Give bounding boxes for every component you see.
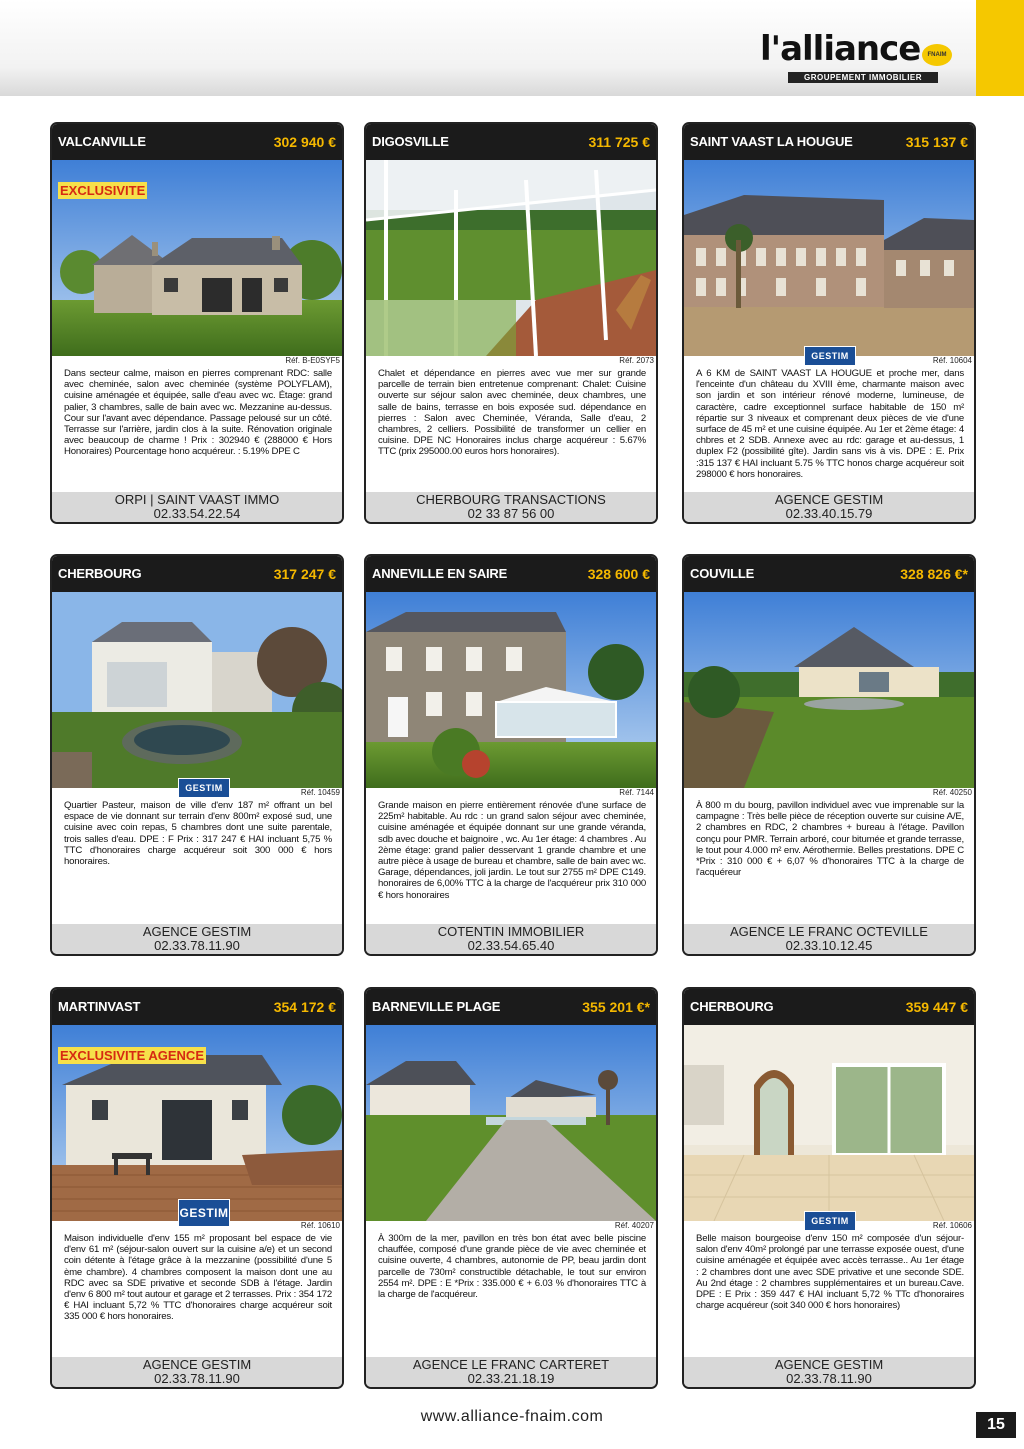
- listing-description: A 6 KM de SAINT VAAST LA HOUGUE et proche mer, dans l'enceinte d'un château du XVIII ème, charmante maison avec son jardin et son intérieur rénové moderne, lumineuse, de caractère, cadre exceptionnel surface habitable de 150 m² répartie sur 3 niveaux et comprenant deux pièces de vie d'une surface de 45 m² et une cuisine équipée. Au 1er et 2ème étage: 4 chbres et 2 SDB. Annexe avec au rdc: garage et au-dessus, 1 duplex F2 (possibilité gîte). Jardin sans vis à vis. DPE : E. Prix :315 137 € HAI incluant 5.75 % TTC honos charge acquéreur soit 298000 € hors honoraires.: [696, 368, 964, 480]
- listing-price: 317 247 €: [273, 566, 336, 582]
- listing-ref: Réf. 7144: [366, 788, 656, 798]
- agency-phone[interactable]: 02.33.21.18.19: [467, 1371, 555, 1386]
- card-header: [52, 124, 342, 160]
- listing-price: 328 600 €: [587, 566, 650, 582]
- listing-photo[interactable]: [52, 592, 342, 788]
- listing-photo[interactable]: [366, 160, 656, 356]
- listing-ref: Réf. 40250: [684, 788, 974, 798]
- agency-footer[interactable]: [52, 492, 342, 522]
- agency-name: ORPI | SAINT VAAST IMMO: [114, 492, 280, 507]
- listing-ref: Réf. B-E0SYF5: [52, 356, 342, 366]
- listing-description: Quartier Pasteur, maison de ville d'env 187 m² offrant un bel espace de vie donnant sur terrain d'env 800m² exposé sud, une cuisine avec coin repas, 5 chambres dont une suite parentale, trois salles d'eau. DPE : F Prix : 317 247 € HAI incluant 5,75 % TTC d'honoraires charge acquéreur soit 300 000 € hors honoraires.: [64, 800, 332, 868]
- listing-price: 328 826 €*: [900, 566, 968, 582]
- gestim-logo: GESTIM: [804, 346, 856, 366]
- agency-phone[interactable]: 02 33 87 56 00: [467, 506, 555, 521]
- listing-ref: Réf. 10459: [52, 788, 342, 798]
- listing-card-cherbourg-2[interactable]: [682, 987, 976, 1389]
- listing-description: Grande maison en pierre entièrement rénovée d'une surface de 225m² habitable. Au rdc : un grand salon séjour avec cheminée, cuisine aménagée et équipée donnant sur une grande véranda, sdb avec douche et baignoire , wc. Au 1er étage: 4 chambres . Au 2ème étage: grand palier desservant 1 grande chambre et une autre pièce à usage de bureau et chambre, salle de bain avec wc. Garage, dépendances, joli jardin. Le tout sur 2755 m² DPE C149. honoraires de 6,00% TTC à la charge de l'acquéreur prix 310 000 € hors honoraires: [378, 800, 646, 901]
- card-header: [52, 556, 342, 592]
- card-header: [684, 989, 974, 1025]
- agency-footer[interactable]: [684, 1357, 974, 1387]
- website-link[interactable]: www.alliance-fnaim.com: [420, 1408, 604, 1425]
- agency-phone[interactable]: 02.33.78.11.90: [786, 1371, 872, 1386]
- exclusivity-badge: EXCLUSIVITE: [60, 183, 146, 198]
- listing-photo[interactable]: [684, 160, 974, 356]
- listing-card-digosville[interactable]: [364, 122, 658, 524]
- listing-card-saint-vaast[interactable]: [682, 122, 976, 524]
- listing-card-anneville[interactable]: [364, 554, 658, 956]
- listing-photo[interactable]: [684, 592, 974, 788]
- agency-phone[interactable]: 02.33.78.11.90: [154, 1371, 240, 1386]
- agency-phone[interactable]: 02.33.40.15.79: [785, 506, 873, 521]
- listing-card-cherbourg-1[interactable]: [50, 554, 344, 956]
- listing-town: ANNEVILLE EN SAIRE: [372, 566, 508, 581]
- gestim-logo: GESTIM: [178, 778, 230, 798]
- listing-card-couville[interactable]: [682, 554, 976, 956]
- listing-town: CHERBOURG: [690, 999, 774, 1014]
- agency-footer[interactable]: [366, 492, 656, 522]
- card-header: [52, 989, 342, 1025]
- listing-description: À 300m de la mer, pavillon en très bon état avec belle piscine chauffée, composé d'une grande pièce de vie avec cheminée et cuisine ouverte, 4 chambres, autonomie de PP, beau jardin dont parcelle de 730m² constructible détachable, le tout sur environ 2554 m². DPE : E *Prix : 335.000 € + 6.03 % d'honoraires TTC à la charge de l'acquéreur.: [378, 1233, 646, 1301]
- listing-photo[interactable]: [366, 1025, 656, 1221]
- listing-card-barneville[interactable]: [364, 987, 658, 1389]
- exclusivity-badge: EXCLUSIVITE AGENCE: [60, 1048, 204, 1063]
- logo-wordmark: l'alliance: [760, 29, 921, 69]
- listing-price: 354 172 €: [273, 999, 336, 1015]
- listing-description: Maison individuelle d'env 155 m² proposant bel espace de vie d'env 61 m² (séjour-salon ouvert sur la cuisine a/e) et un second coin détente à l'étage grâce à la mezzanine (possibilité d'une 5 ème chambre). 4 chambres composent la maison dont une au RDC avec sa SDE privative et seconde SDB à l'étage. Jardin d'env 6 800 m² tout autour et garage et 2 terrasses. Prix : 354 172 € HAI incluant 5,72 % TTC d'honoraires charge acquéreur soit 335 000 € hors honoraires.: [64, 1233, 332, 1323]
- listing-price: 311 725 €: [588, 134, 650, 150]
- listing-card-martinvast[interactable]: [50, 987, 344, 1389]
- fnaim-badge: FNAIM: [922, 44, 952, 66]
- page-number: 15: [976, 1412, 1016, 1438]
- listing-town: DIGOSVILLE: [372, 134, 449, 149]
- agency-name: AGENCE LE FRANC CARTERET: [412, 1357, 610, 1372]
- listing-description: À 800 m du bourg, pavillon individuel avec vue imprenable sur la campagne : Très belle pièce de réception ouverte sur cuisine A/E, 2 chambres en RDC, 2 chambres + bureau à l'étage. Pavillon conçu pour PMR. Terrain arboré, cour bitumée et grande terrasse, le tout pour 4.000 m² env. Aérothermie. Belles prestations. DPE C *Prix : 310 000 € + 6,07 % d'honoraires TTC à la charge de l'acquéreur: [696, 800, 964, 879]
- listing-ref: Réf. 10604: [684, 356, 974, 366]
- agency-footer[interactable]: [684, 492, 974, 522]
- header-yellow-tab: [976, 0, 1024, 96]
- agency-phone[interactable]: 02.33.78.11.90: [154, 938, 240, 953]
- listing-town: BARNEVILLE PLAGE: [372, 999, 501, 1014]
- agency-footer[interactable]: [52, 1357, 342, 1387]
- card-header: [684, 556, 974, 592]
- listing-card-valcanville[interactable]: [50, 122, 344, 524]
- logo-subtitle: GROUPEMENT IMMOBILIER: [788, 72, 938, 83]
- listing-description: Chalet et dépendance en pierres avec vue mer sur grande parcelle de terrain bien entretenue comprenant: Chalet: Cuisine ouverte sur séjour salon avec cheminée, deux chambres, une salle de bains, terrasse en bois exposée sud. dépendance en pierres : Salon avec Cheminée, Véranda, Salle d'eau, 2 chambres, 2 celliers. Possibilité de transformer un cellier en cuisine. DPE NC Honoraires inclus charge acquéreur : 5.67% TTC (prix 295000.00 euros hors honoraires).: [378, 368, 646, 458]
- listing-town: SAINT VAAST LA HOUGUE: [690, 134, 853, 149]
- agency-footer[interactable]: [366, 924, 656, 954]
- agency-name: AGENCE GESTIM: [774, 1357, 884, 1372]
- agency-footer[interactable]: [52, 924, 342, 954]
- card-header: [366, 989, 656, 1025]
- listing-photo[interactable]: [684, 1025, 974, 1221]
- listing-description: Belle maison bourgeoise d'env 150 m² composée d'un séjour-salon d'env 40m² prolongé par une terrasse exposée ouest, d'une cuisine aménagée et équipée avec accès terrasse.. Au 1er étage : 2 chambres dont une avec SDE privative et une seconde SDE. Au 2nd étage : 2 chambres supplémentaires et un bureau.Cave. DPE : E Prix : 359 447 € HAI incluant 5,72 % TTc d'honoraires charge acquéreur (soit 340 000 € hors honoraires): [696, 1233, 964, 1312]
- listing-town: MARTINVAST: [58, 999, 141, 1014]
- agency-footer[interactable]: [684, 924, 974, 954]
- listing-price: 315 137 €: [905, 134, 968, 150]
- listing-photo[interactable]: [366, 592, 656, 788]
- agency-name: CHERBOURG TRANSACTIONS: [416, 492, 606, 507]
- listing-description: Dans secteur calme, maison en pierres comprenant RDC: salle avec cheminée, salon avec cheminée (système POLYFLAM), cuisine aménagée et équipée, salle d'eau avec wc. Étage: grand palier, 3 chambres, salle de bain avec wc. Mezzanine au-dessus. Cour sur l'avant avec dépendance. Passage pelousé sur un côté. Terrasse sur l'arrière, jardin clos à la suite. Rénovation originale avec beaucoup de charme ! Prix : 302940 € (288000 € Hors Honoraires) Pourcentage hono acquéreur. : 5.19% DPE C: [64, 368, 332, 458]
- listing-ref: Réf. 10606: [684, 1221, 974, 1231]
- alliance-logo[interactable]: [760, 30, 960, 86]
- listing-ref: Réf. 40207: [366, 1221, 656, 1231]
- gestim-logo: GESTIM: [178, 1199, 230, 1227]
- agency-name: AGENCE GESTIM: [142, 1357, 252, 1372]
- card-header: [366, 556, 656, 592]
- listing-town: VALCANVILLE: [58, 134, 146, 149]
- card-header: [684, 124, 974, 160]
- listing-price: 359 447 €: [905, 999, 968, 1015]
- agency-name: COTENTIN IMMOBILIER: [437, 924, 585, 939]
- listing-town: CHERBOURG: [58, 566, 142, 581]
- agency-name: AGENCE GESTIM: [142, 924, 252, 939]
- listing-price: 302 940 €: [273, 134, 336, 150]
- agency-phone[interactable]: 02.33.10.12.45: [785, 938, 873, 953]
- listing-town: COUVILLE: [690, 566, 755, 581]
- agency-name: AGENCE LE FRANC OCTEVILLE: [730, 924, 928, 939]
- listing-price: 355 201 €*: [582, 999, 650, 1015]
- agency-phone[interactable]: 02.33.54.65.40: [467, 938, 555, 953]
- agency-phone[interactable]: 02.33.54.22.54: [153, 506, 241, 521]
- listing-ref: Réf. 2073: [366, 356, 656, 366]
- listing-ref: Réf. 10610: [52, 1221, 342, 1231]
- agency-name: AGENCE GESTIM: [774, 492, 884, 507]
- agency-footer[interactable]: [366, 1357, 656, 1387]
- gestim-logo: GESTIM: [804, 1211, 856, 1231]
- card-header: [366, 124, 656, 160]
